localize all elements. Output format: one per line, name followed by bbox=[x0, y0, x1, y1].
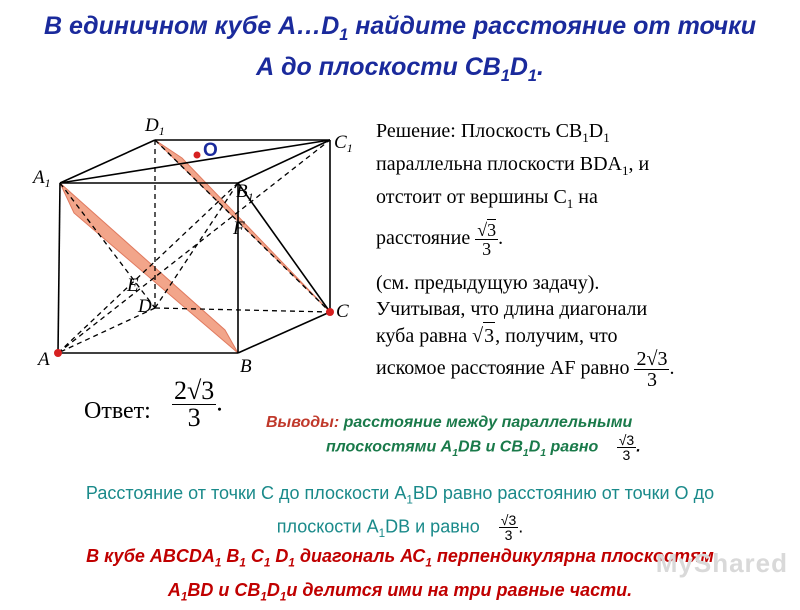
label-o: O bbox=[203, 140, 218, 161]
title-line-2: А до плоскости $СВ_1D_1$. bbox=[256, 53, 544, 85]
label-a1: $A_1$ bbox=[33, 167, 51, 190]
conclusion: Выводы: расстояние между параллельными плоскостями $А_1DB$ и $СВ_1D_1$ равно $\frac{√3}{3}$ . bbox=[266, 414, 641, 463]
label-f: F bbox=[233, 218, 245, 239]
fraction-2sqrt3-over-3: $\frac{2√3}{3}$ bbox=[636, 348, 668, 391]
answer-value: $\frac{2√3}{3}$ . bbox=[174, 376, 223, 432]
note-distance-c-o: Расстояние от точки С до плоскости $А_1ВD$ равно расстоянию от точки О до плоскости $А_1DB$ и равно $\frac{√3}{3}$ . bbox=[85, 483, 715, 543]
point-a bbox=[54, 349, 62, 357]
label-a: A bbox=[38, 349, 50, 370]
final-statement: В кубе $ABCDA_1$ $B_1$ $C_1$ $D_1$ диагональ $АС_1$ перпендикулярна плоскостям $А_1BD$ и $CB_1D_1и$ делится ими на три равные части. bbox=[86, 546, 714, 604]
sqrt-3: √3 bbox=[472, 322, 495, 349]
solution-text: Решение: Плоскость $CB_1D_1$ параллельна плоскости $BDA_1$, и отстоит от вершины $C_1$ на расстояние $\frac{√3}{3}$ . (см. предыдущую задачу). Учитывая, что длина диагонали куба равна √3, получим, что искомое расстояние AF равно $\frac{2√3}{3}$ . bbox=[376, 120, 675, 391]
label-b: B bbox=[240, 356, 252, 377]
label-d: D bbox=[138, 296, 152, 317]
fraction-sqrt3-over-3: $\frac{√3}{3}$ bbox=[477, 220, 497, 259]
title-line-1: В единичном кубе $А\dots D_1$ найдите расстояние от точки bbox=[43, 12, 757, 44]
answer-label: Ответ: bbox=[84, 398, 151, 424]
label-e: E bbox=[127, 275, 139, 296]
cube-figure bbox=[0, 0, 380, 380]
label-d1: $D_1$ bbox=[145, 115, 165, 138]
point-o bbox=[194, 152, 201, 159]
label-c: C bbox=[336, 301, 349, 322]
label-b1: $B_1$ bbox=[236, 181, 254, 204]
label-c1: $C_1$ bbox=[334, 132, 353, 155]
point-c bbox=[326, 308, 334, 316]
watermark: MyShared bbox=[655, 548, 788, 578]
conclusion-fraction: $\frac{√3}{3}$ bbox=[618, 432, 635, 463]
note-fraction: $\frac{√3}{3}$ bbox=[500, 511, 517, 543]
